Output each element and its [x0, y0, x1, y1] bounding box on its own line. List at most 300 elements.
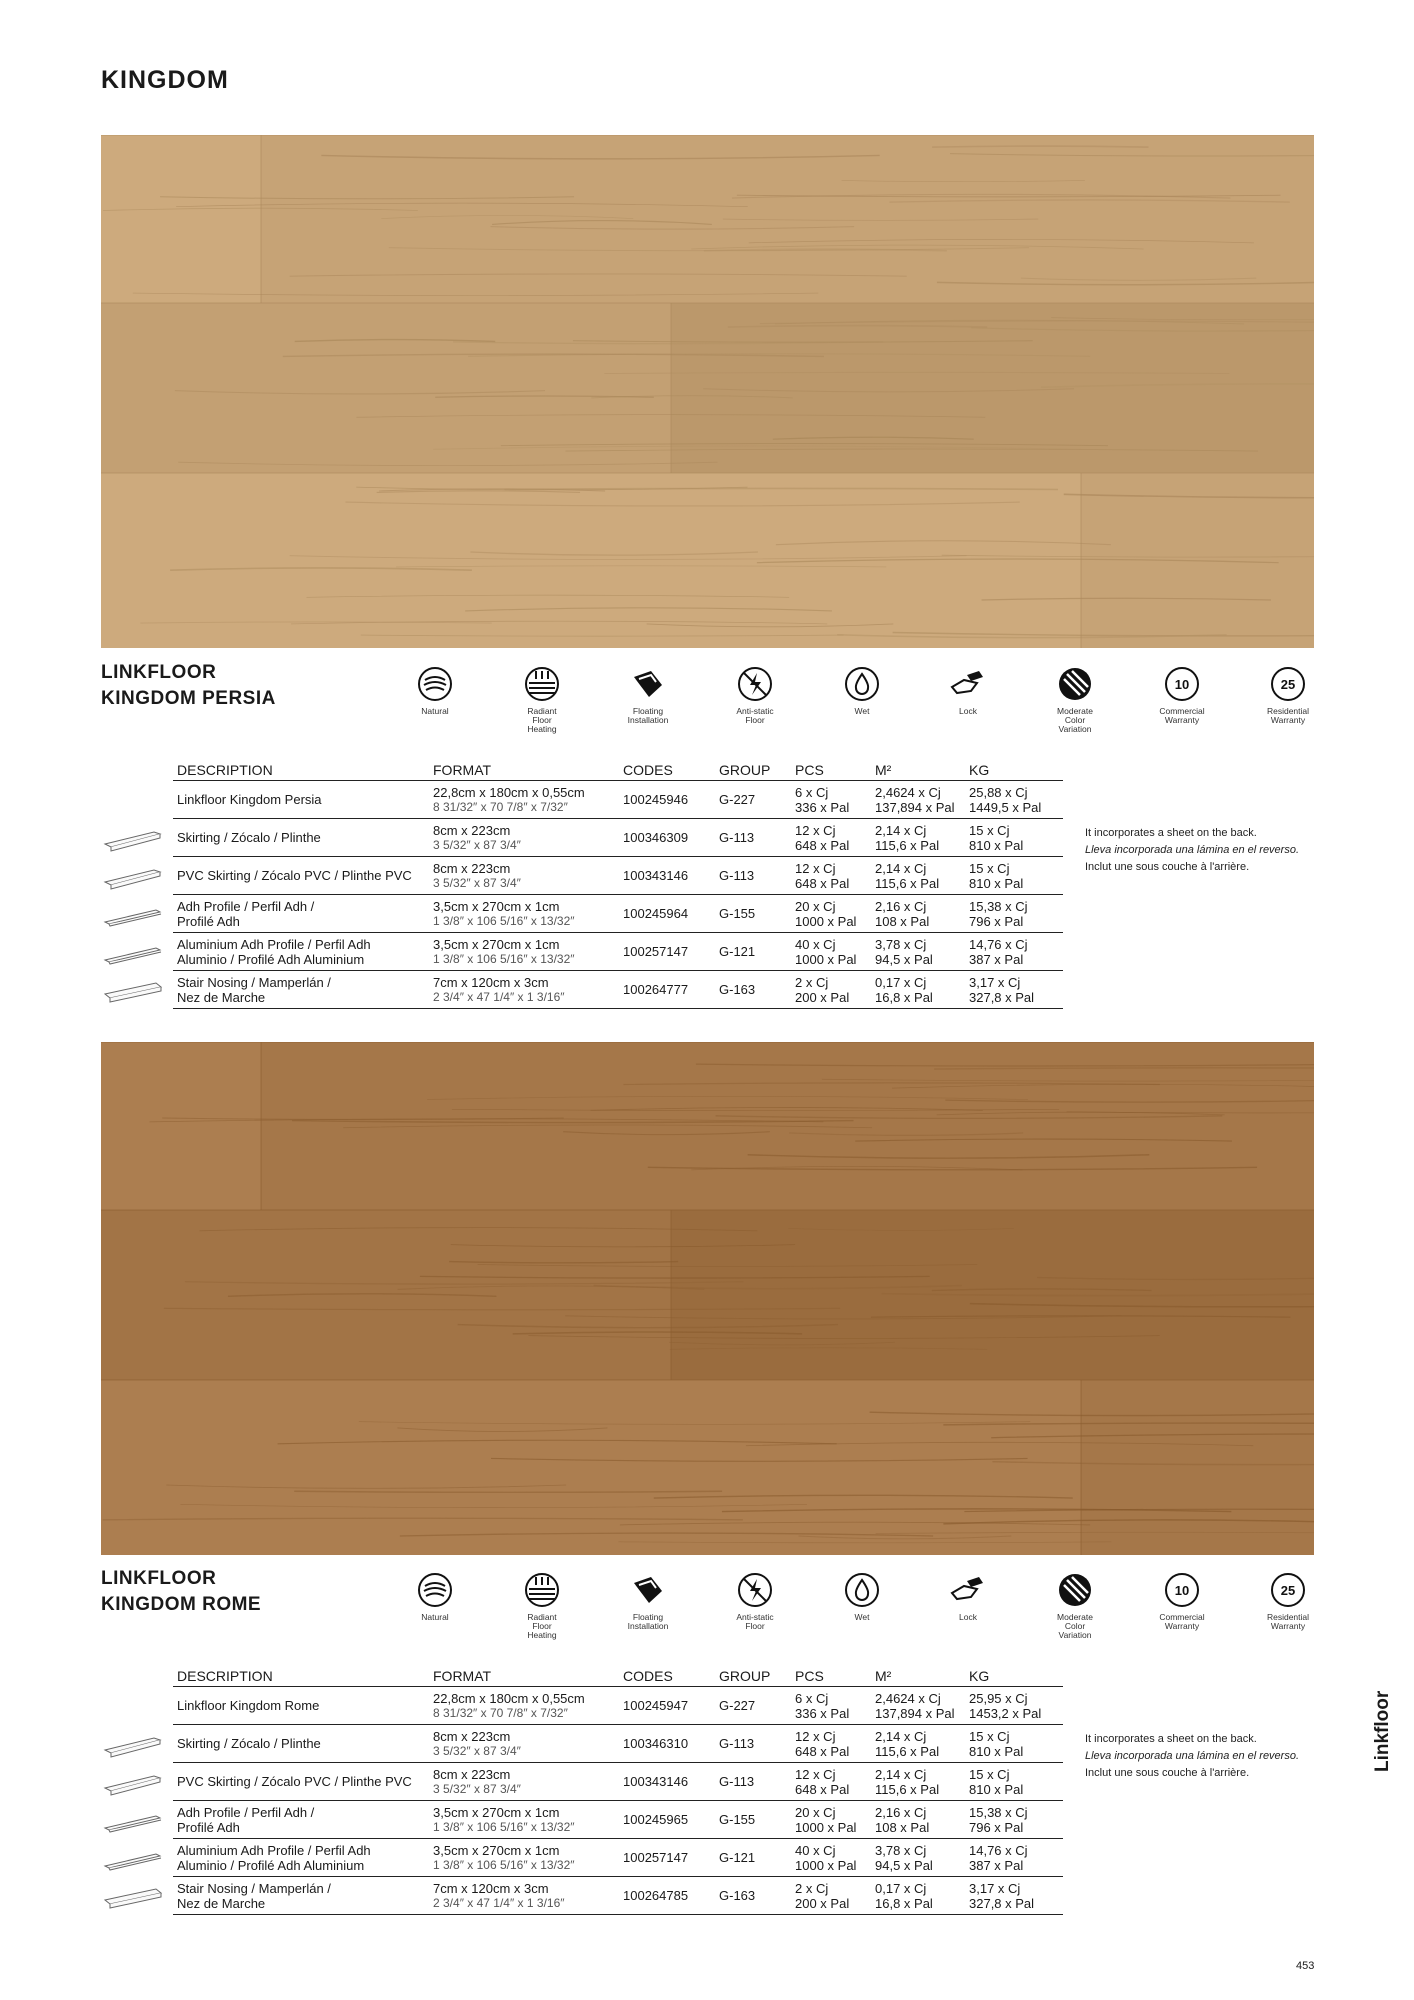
table-row: [173, 1725, 1063, 1763]
code-cell: 100257147: [619, 933, 715, 971]
feature-label: Floating Installation: [627, 1612, 669, 1631]
m2-box: 2,14 x Cj: [875, 822, 927, 838]
pcs-pallet: 648 x Pal: [795, 837, 850, 853]
pcs-cell: [791, 781, 871, 819]
group-cell: G-113: [715, 857, 791, 895]
format-metric: 3,5cm x 270cm x 1cm: [433, 1842, 560, 1858]
code-cell: 100245965: [619, 1801, 715, 1839]
profile-shape-icon: [102, 1732, 164, 1760]
format-cell: [429, 819, 619, 857]
description-cell: [173, 1801, 429, 1839]
commercial-warranty-icon: [1163, 665, 1201, 703]
format-metric: 22,8cm x 180cm x 0,55cm: [433, 784, 585, 800]
desc-line1: Adh Profile / Perfil Adh /: [177, 898, 315, 914]
kg-cell: [965, 1801, 1063, 1839]
feature-item: [1248, 1571, 1328, 1631]
kg-pallet: 810 x Pal: [969, 1781, 1024, 1797]
feature-item: [1142, 665, 1222, 725]
column-header: M²: [871, 760, 965, 781]
feature-item: [608, 665, 688, 725]
page-title: KINGDOM: [101, 66, 229, 94]
desc-line2: Aluminio / Profilé Adh Aluminium: [177, 1857, 365, 1873]
group-cell: G-113: [715, 819, 791, 857]
m2-cell: [871, 819, 965, 857]
group-cell: G-227: [715, 781, 791, 819]
pcs-box: 20 x Cj: [795, 898, 836, 914]
kg-box: 15 x Cj: [969, 1766, 1010, 1782]
column-header: CODES: [619, 1666, 715, 1687]
desc-line1: Stair Nosing / Mamperlán /: [177, 1880, 331, 1896]
spec-table: [173, 1666, 1063, 1915]
format-cell: [429, 895, 619, 933]
kg-box: 15 x Cj: [969, 860, 1010, 876]
m2-pallet: 16,8 x Pal: [875, 1895, 933, 1911]
m2-pallet: 108 x Pal: [875, 1819, 930, 1835]
wet-icon: [843, 1571, 881, 1609]
format-metric: 22,8cm x 180cm x 0,55cm: [433, 1690, 585, 1706]
kg-pallet: 1449,5 x Pal: [969, 799, 1042, 815]
pcs-cell: [791, 1763, 871, 1801]
m2-box: 0,17 x Cj: [875, 1880, 927, 1896]
format-imperial: 3 5/32″ x 87 3/4″: [433, 1743, 521, 1758]
m2-pallet: 94,5 x Pal: [875, 951, 933, 967]
residential-warranty-icon: [1269, 665, 1307, 703]
format-metric: 8cm x 223cm: [433, 860, 511, 876]
column-header: KG: [965, 1666, 1063, 1687]
feature-item: [608, 1571, 688, 1631]
format-imperial: 2 3/4″ x 47 1/4″ x 1 3/16″: [433, 989, 565, 1004]
code-cell: 100346310: [619, 1725, 715, 1763]
spec-table: [173, 760, 1063, 1009]
format-metric: 8cm x 223cm: [433, 1766, 511, 1782]
feature-label: Anti-static Floor: [736, 706, 774, 725]
profile-shape-icon: [102, 902, 164, 930]
m2-pallet: 108 x Pal: [875, 913, 930, 929]
kg-cell: [965, 857, 1063, 895]
kg-box: 14,76 x Cj: [969, 1842, 1028, 1858]
feature-item: [822, 665, 902, 716]
desc-line2: Nez de Marche: [177, 989, 266, 1005]
group-cell: G-121: [715, 1839, 791, 1877]
note-es: Lleva incorporada una lámina en el reverso.: [1085, 1750, 1300, 1762]
feature-item: [1248, 665, 1328, 725]
feature-item: [715, 1571, 795, 1631]
svg-text:10: 10: [1174, 1583, 1190, 1598]
m2-cell: [871, 857, 965, 895]
code-cell: 100346309: [619, 819, 715, 857]
format-imperial: 2 3/4″ x 47 1/4″ x 1 3/16″: [433, 1895, 565, 1910]
natural-icon: [416, 665, 454, 703]
kg-pallet: 796 x Pal: [969, 913, 1024, 929]
column-header: PCS: [791, 760, 871, 781]
table-row: [173, 857, 1063, 895]
format-cell: [429, 1877, 619, 1915]
pcs-cell: [791, 971, 871, 1009]
m2-cell: [871, 971, 965, 1009]
format-metric: 3,5cm x 270cm x 1cm: [433, 898, 560, 914]
desc-line2: Profilé Adh: [177, 913, 240, 929]
table-row: [173, 1801, 1063, 1839]
format-cell: [429, 781, 619, 819]
kg-box: 3,17 x Cj: [969, 974, 1021, 990]
m2-box: 2,4624 x Cj: [875, 784, 941, 800]
table-row: [173, 781, 1063, 819]
wet-icon: [843, 665, 881, 703]
format-imperial: 3 5/32″ x 87 3/4″: [433, 1781, 521, 1796]
kg-cell: [965, 933, 1063, 971]
product-title: [101, 1566, 261, 1618]
m2-cell: [871, 895, 965, 933]
feature-item: [715, 665, 795, 725]
description-cell: [173, 1687, 429, 1725]
format-metric: 3,5cm x 270cm x 1cm: [433, 936, 560, 952]
kg-cell: [965, 895, 1063, 933]
pcs-pallet: 648 x Pal: [795, 1781, 850, 1797]
format-metric: 3,5cm x 270cm x 1cm: [433, 1804, 560, 1820]
format-cell: [429, 1687, 619, 1725]
pcs-pallet: 200 x Pal: [795, 1895, 850, 1911]
feature-label: Radiant Floor Heating: [527, 1612, 557, 1640]
note-fr: Inclut une sous couche à l'arrière.: [1085, 861, 1250, 873]
pcs-box: 2 x Cj: [795, 1880, 829, 1896]
svg-text:25: 25: [1280, 677, 1296, 692]
backing-sheet-note: [1085, 1731, 1299, 1782]
kg-pallet: 810 x Pal: [969, 875, 1024, 891]
format-metric: 8cm x 223cm: [433, 822, 511, 838]
kg-box: 3,17 x Cj: [969, 1880, 1021, 1896]
code-cell: 100264785: [619, 1877, 715, 1915]
pcs-cell: [791, 1725, 871, 1763]
description-cell: [173, 895, 429, 933]
kg-cell: [965, 1687, 1063, 1725]
floor-sample-image: [101, 135, 1314, 648]
feature-label: Lock: [959, 706, 977, 716]
pcs-box: 12 x Cj: [795, 1728, 836, 1744]
pcs-pallet: 200 x Pal: [795, 989, 850, 1005]
format-metric: 7cm x 120cm x 3cm: [433, 1880, 549, 1896]
desc-line1: Aluminium Adh Profile / Perfil Adh: [177, 936, 371, 952]
group-cell: G-227: [715, 1687, 791, 1725]
format-imperial: 8 31/32″ x 70 7/8″ x 7/32″: [433, 799, 568, 814]
kg-box: 15,38 x Cj: [969, 1804, 1028, 1820]
desc-line1: Linkfloor Kingdom Rome: [177, 1698, 320, 1713]
kg-box: 25,95 x Cj: [969, 1690, 1028, 1706]
pcs-cell: [791, 857, 871, 895]
note-fr: Inclut une sous couche à l'arrière.: [1085, 1767, 1250, 1779]
description-cell: [173, 819, 429, 857]
kg-pallet: 327,8 x Pal: [969, 989, 1035, 1005]
feature-item: [822, 1571, 902, 1622]
kg-box: 14,76 x Cj: [969, 936, 1028, 952]
description-cell: [173, 1725, 429, 1763]
feature-item: [928, 665, 1008, 716]
backing-sheet-note: [1085, 825, 1299, 876]
m2-pallet: 115,6 x Pal: [875, 837, 940, 853]
pcs-box: 6 x Cj: [795, 784, 829, 800]
group-cell: G-113: [715, 1763, 791, 1801]
anti-static-icon: [736, 1571, 774, 1609]
feature-label: Wet: [854, 1612, 870, 1622]
code-cell: 100343146: [619, 1763, 715, 1801]
desc-line1: Adh Profile / Perfil Adh /: [177, 1804, 315, 1820]
pcs-pallet: 1000 x Pal: [795, 913, 857, 929]
pcs-pallet: 648 x Pal: [795, 1743, 850, 1759]
product-title-line2: KINGDOM PERSIA: [101, 688, 276, 709]
m2-pallet: 115,6 x Pal: [875, 1781, 940, 1797]
anti-static-icon: [736, 665, 774, 703]
column-header: GROUP: [715, 1666, 791, 1687]
m2-pallet: 115,6 x Pal: [875, 1743, 940, 1759]
m2-cell: [871, 1725, 965, 1763]
table-row: [173, 1687, 1063, 1725]
format-imperial: 1 3/8″ x 106 5/16″ x 13/32″: [433, 913, 575, 928]
format-metric: 8cm x 223cm: [433, 1728, 511, 1744]
m2-box: 2,16 x Cj: [875, 898, 927, 914]
feature-label: Wet: [854, 706, 870, 716]
format-cell: [429, 1725, 619, 1763]
format-cell: [429, 1801, 619, 1839]
desc-line1: Aluminium Adh Profile / Perfil Adh: [177, 1842, 371, 1858]
table-row: [173, 971, 1063, 1009]
column-header: DESCRIPTION: [173, 1666, 429, 1687]
table-row: [173, 895, 1063, 933]
kg-cell: [965, 1877, 1063, 1915]
note-es: Lleva incorporada una lámina en el reverso.: [1085, 844, 1300, 856]
m2-pallet: 115,6 x Pal: [875, 875, 940, 891]
group-cell: G-113: [715, 1725, 791, 1763]
format-imperial: 3 5/32″ x 87 3/4″: [433, 875, 521, 890]
description-cell: [173, 781, 429, 819]
pcs-box: 12 x Cj: [795, 822, 836, 838]
feature-label: Anti-static Floor: [736, 1612, 774, 1631]
floor-sample-image: [101, 1042, 1314, 1555]
feature-item: [928, 1571, 1008, 1622]
column-header: M²: [871, 1666, 965, 1687]
kg-cell: [965, 781, 1063, 819]
pcs-box: 12 x Cj: [795, 1766, 836, 1782]
floating-installation-icon: [629, 1571, 667, 1609]
profile-shape-icon: [102, 826, 164, 854]
description-cell: [173, 933, 429, 971]
residential-warranty-icon: [1269, 1571, 1307, 1609]
radiant-heating-icon: [523, 1571, 561, 1609]
kg-cell: [965, 971, 1063, 1009]
m2-cell: [871, 933, 965, 971]
m2-pallet: 94,5 x Pal: [875, 1857, 933, 1873]
commercial-warranty-icon: [1163, 1571, 1201, 1609]
column-header: CODES: [619, 760, 715, 781]
m2-pallet: 137,894 x Pal: [875, 1705, 955, 1721]
m2-box: 3,78 x Cj: [875, 1842, 927, 1858]
group-cell: G-121: [715, 933, 791, 971]
group-cell: G-155: [715, 895, 791, 933]
pcs-cell: [791, 1839, 871, 1877]
radiant-heating-icon: [523, 665, 561, 703]
m2-cell: [871, 1687, 965, 1725]
m2-box: 2,16 x Cj: [875, 1804, 927, 1820]
desc-line1: Skirting / Zócalo / Plinthe: [177, 1736, 321, 1751]
format-imperial: 1 3/8″ x 106 5/16″ x 13/32″: [433, 951, 575, 966]
desc-line2: Aluminio / Profilé Adh Aluminium: [177, 951, 365, 967]
product-title: [101, 660, 276, 712]
pcs-box: 40 x Cj: [795, 1842, 836, 1858]
feature-label: Moderate Color Variation: [1057, 1612, 1093, 1640]
feature-item: [502, 665, 582, 734]
kg-pallet: 810 x Pal: [969, 837, 1024, 853]
kg-box: 15 x Cj: [969, 822, 1010, 838]
format-imperial: 1 3/8″ x 106 5/16″ x 13/32″: [433, 1857, 575, 1872]
desc-line1: PVC Skirting / Zócalo PVC / Plinthe PVC: [177, 1774, 412, 1789]
format-metric: 7cm x 120cm x 3cm: [433, 974, 549, 990]
kg-box: 25,88 x Cj: [969, 784, 1028, 800]
code-cell: 100245964: [619, 895, 715, 933]
pcs-box: 20 x Cj: [795, 1804, 836, 1820]
profile-shape-icon: [102, 864, 164, 892]
feature-icons: [395, 1571, 1325, 1651]
desc-line1: Skirting / Zócalo / Plinthe: [177, 830, 321, 845]
pcs-pallet: 336 x Pal: [795, 1705, 850, 1721]
lock-icon: [949, 1571, 987, 1609]
product-title-line1: LINKFLOOR: [101, 662, 217, 683]
m2-cell: [871, 1877, 965, 1915]
feature-item: [1142, 1571, 1222, 1631]
feature-item: [395, 1571, 475, 1622]
kg-cell: [965, 1763, 1063, 1801]
lock-icon: [949, 665, 987, 703]
m2-cell: [871, 1801, 965, 1839]
column-header: FORMAT: [429, 760, 619, 781]
pcs-pallet: 648 x Pal: [795, 875, 850, 891]
color-variation-icon: [1056, 1571, 1094, 1609]
feature-item: [1035, 665, 1115, 734]
desc-line2: Profilé Adh: [177, 1819, 240, 1835]
pcs-pallet: 1000 x Pal: [795, 1819, 857, 1835]
pcs-cell: [791, 895, 871, 933]
feature-label: Commercial Warranty: [1159, 1612, 1205, 1631]
pcs-pallet: 1000 x Pal: [795, 951, 857, 967]
feature-label: Commercial Warranty: [1159, 706, 1205, 725]
profile-shape-icon: [102, 940, 164, 968]
table-row: [173, 1763, 1063, 1801]
m2-cell: [871, 1763, 965, 1801]
feature-label: Residential Warranty: [1266, 706, 1310, 725]
m2-box: 2,14 x Cj: [875, 860, 927, 876]
kg-cell: [965, 1725, 1063, 1763]
m2-box: 2,4624 x Cj: [875, 1690, 941, 1706]
kg-pallet: 1453,2 x Pal: [969, 1705, 1042, 1721]
format-imperial: 8 31/32″ x 70 7/8″ x 7/32″: [433, 1705, 568, 1720]
feature-label: Lock: [959, 1612, 977, 1622]
feature-label: Natural: [421, 1612, 449, 1622]
code-cell: 100257147: [619, 1839, 715, 1877]
table-row: [173, 819, 1063, 857]
description-cell: [173, 971, 429, 1009]
description-cell: [173, 1763, 429, 1801]
table-row: [173, 1877, 1063, 1915]
product-title-line1: LINKFLOOR: [101, 1568, 217, 1589]
kg-box: 15 x Cj: [969, 1728, 1010, 1744]
note-en: It incorporates a sheet on the back.: [1085, 827, 1257, 839]
profile-shape-icon: [102, 1884, 164, 1912]
format-imperial: 1 3/8″ x 106 5/16″ x 13/32″: [433, 1819, 575, 1834]
code-cell: 100264777: [619, 971, 715, 1009]
pcs-cell: [791, 933, 871, 971]
desc-line1: Linkfloor Kingdom Persia: [177, 792, 322, 807]
profile-shape-icon: [102, 1808, 164, 1836]
table-row: [173, 1839, 1063, 1877]
m2-box: 2,14 x Cj: [875, 1766, 927, 1782]
profile-shape-icon: [102, 1770, 164, 1798]
page-number: 453: [1296, 1960, 1315, 1972]
column-header: GROUP: [715, 760, 791, 781]
kg-pallet: 387 x Pal: [969, 1857, 1024, 1873]
kg-pallet: 387 x Pal: [969, 951, 1024, 967]
pcs-box: 12 x Cj: [795, 860, 836, 876]
pcs-cell: [791, 1877, 871, 1915]
format-cell: [429, 971, 619, 1009]
feature-icons: [395, 665, 1325, 745]
format-imperial: 3 5/32″ x 87 3/4″: [433, 837, 521, 852]
pcs-box: 40 x Cj: [795, 936, 836, 952]
feature-label: Natural: [421, 706, 449, 716]
color-variation-icon: [1056, 665, 1094, 703]
group-cell: G-163: [715, 1877, 791, 1915]
column-header: PCS: [791, 1666, 871, 1687]
kg-pallet: 327,8 x Pal: [969, 1895, 1035, 1911]
description-cell: [173, 1839, 429, 1877]
pcs-pallet: 1000 x Pal: [795, 1857, 857, 1873]
format-cell: [429, 857, 619, 895]
feature-label: Floating Installation: [627, 706, 669, 725]
desc-line1: PVC Skirting / Zócalo PVC / Plinthe PVC: [177, 868, 412, 883]
column-header: FORMAT: [429, 1666, 619, 1687]
feature-label: Moderate Color Variation: [1057, 706, 1093, 734]
feature-label: Residential Warranty: [1266, 1612, 1310, 1631]
pcs-box: 6 x Cj: [795, 1690, 829, 1706]
m2-box: 3,78 x Cj: [875, 936, 927, 952]
profile-shape-icon: [102, 1846, 164, 1874]
m2-box: 2,14 x Cj: [875, 1728, 927, 1744]
pcs-box: 2 x Cj: [795, 974, 829, 990]
product-title-line2: KINGDOM ROME: [101, 1594, 262, 1615]
m2-cell: [871, 781, 965, 819]
m2-box: 0,17 x Cj: [875, 974, 927, 990]
pcs-cell: [791, 819, 871, 857]
kg-cell: [965, 819, 1063, 857]
pcs-pallet: 336 x Pal: [795, 799, 850, 815]
natural-icon: [416, 1571, 454, 1609]
format-cell: [429, 1763, 619, 1801]
svg-text:10: 10: [1174, 677, 1190, 692]
m2-pallet: 16,8 x Pal: [875, 989, 933, 1005]
code-cell: 100245947: [619, 1687, 715, 1725]
pcs-cell: [791, 1687, 871, 1725]
svg-text:25: 25: [1280, 1583, 1296, 1598]
table-row: [173, 933, 1063, 971]
kg-cell: [965, 1839, 1063, 1877]
column-header: DESCRIPTION: [173, 760, 429, 781]
code-cell: 100245946: [619, 781, 715, 819]
kg-pallet: 810 x Pal: [969, 1743, 1024, 1759]
floating-installation-icon: [629, 665, 667, 703]
m2-cell: [871, 1839, 965, 1877]
format-cell: [429, 933, 619, 971]
group-cell: G-155: [715, 1801, 791, 1839]
feature-item: [502, 1571, 582, 1640]
profile-shape-icon: [102, 978, 164, 1006]
feature-item: [1035, 1571, 1115, 1640]
m2-pallet: 137,894 x Pal: [875, 799, 955, 815]
